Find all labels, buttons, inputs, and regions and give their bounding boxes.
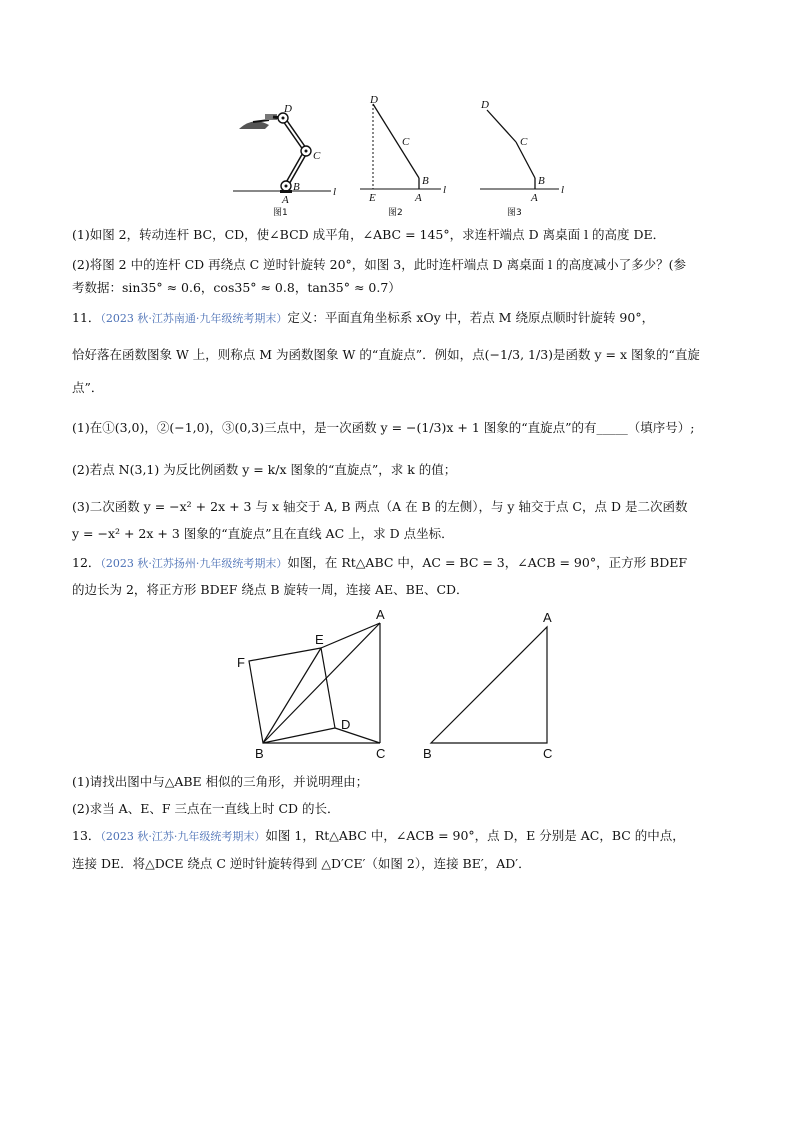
q12-right-label-a: A bbox=[543, 610, 552, 625]
q11-source: （2023 秋·江苏南通·九年级统考期末） bbox=[100, 312, 288, 325]
figure-2 bbox=[360, 94, 446, 218]
fig2-label-a: A bbox=[415, 192, 422, 204]
q13-line1: 如图 1，Rt△ABC 中，∠ACB = 90°，点 D，E 分别是 AC，BC 的中点， bbox=[265, 828, 685, 843]
fig2-label-e: E bbox=[369, 192, 376, 204]
fig3-label-c: C bbox=[520, 136, 528, 148]
q12-left-label-a: A bbox=[376, 607, 385, 622]
figure-3 bbox=[480, 99, 564, 218]
q12-part2: (2)求当 A、E、F 三点在一直线上时 CD 的长． bbox=[72, 801, 340, 816]
fig2-label-d: D bbox=[370, 94, 378, 106]
q12-line2: 的边长为 2，将正方形 BDEF 绕点 B 旋转一周，连接 AE、BE、CD． bbox=[72, 582, 469, 597]
q10-part1: (1)如图 2，转动连杆 BC，CD，使∠BCD 成平角，∠ABC = 145°，求连杆端点 D 离桌面 l 的高度 DE． bbox=[72, 227, 666, 242]
fig2-label-b: B bbox=[422, 175, 429, 187]
q12-source: （2023 秋·江苏扬州·九年级统考期末） bbox=[100, 557, 288, 570]
fig1-caption: 图1 bbox=[273, 208, 288, 218]
q11-line2: 恰好落在函数图象 W 上，则称点 M 为函数图象 W 的“直旋点”．例如，点(−1/3, 1/3)是函数 y = x 图象的“直旋 bbox=[72, 347, 700, 362]
fig1-label-a: A bbox=[282, 194, 289, 206]
q12-left-label-e: E bbox=[315, 632, 324, 647]
fig3-label-d: D bbox=[481, 99, 489, 111]
q11-part3-line2: y = −x² + 2x + 3 图象的“直旋点”且在直线 AC 上，求 D 点坐标． bbox=[72, 526, 454, 541]
q11-number: 11． bbox=[72, 310, 101, 325]
q12-left-figure bbox=[237, 607, 385, 761]
q11-part2: (2)若点 N(3,1) 为反比例函数 y = k/x 图象的“直旋点”，求 k 的值； bbox=[72, 462, 457, 477]
q13-number: 13． bbox=[72, 828, 101, 843]
q12-right-figure bbox=[423, 610, 552, 761]
lamp-figures bbox=[225, 92, 565, 222]
q13-header bbox=[72, 826, 732, 847]
q11-part3-line1: (3)二次函数 y = −x² + 2x + 3 与 x 轴交于 A, B 两点（A 在 B 的左侧），与 y 轴交于点 C，点 D 是二次函数 bbox=[72, 499, 688, 514]
q10-part2-line1: (2)将图 2 中的连杆 CD 再绕点 C 逆时针旋转 20°，如图 3，此时连杆端点 D 离桌面 l 的高度减小了多少？(参 bbox=[72, 257, 686, 272]
fig1-label-l: l bbox=[333, 186, 337, 198]
fig3-label-a: A bbox=[531, 192, 538, 204]
q12-part1: (1)请找出图中与△ABE 相似的三角形，并说明理由； bbox=[72, 774, 369, 789]
q11-line3: 点”． bbox=[72, 380, 104, 395]
q11-line1: 定义：平面直角坐标系 xOy 中，若点 M 绕原点顺时针旋转 90°， bbox=[287, 310, 655, 325]
q13-line2: 连接 DE．将△DCE 绕点 C 逆时针旋转得到 △D′CE′（如图 2），连接 BE′，AD′． bbox=[72, 856, 531, 871]
figure-1 bbox=[233, 103, 336, 218]
fig2-label-l: l bbox=[443, 184, 447, 196]
fig1-label-c: C bbox=[313, 150, 321, 162]
fig1-label-d: D bbox=[284, 103, 292, 115]
q12-figures bbox=[225, 605, 585, 765]
fig3-caption: 图3 bbox=[507, 208, 522, 218]
q11-part1: (1)在①(3,0)，②(−1,0)，③(0,3)三点中，是一次函数 y = −(1/3)x + 1 图象的“直旋点”的有_____（填序号）; bbox=[72, 420, 695, 435]
q12-right-label-c: C bbox=[543, 746, 553, 761]
fig3-label-b: B bbox=[538, 175, 545, 187]
q12-left-label-f: F bbox=[237, 655, 245, 670]
fig1-label-b: B bbox=[293, 181, 300, 193]
q12-left-label-b: B bbox=[255, 746, 264, 761]
q12-header bbox=[72, 553, 732, 574]
fig2-label-c: C bbox=[402, 136, 410, 148]
q10-part2-line2: 考数据：sin35° ≈ 0.6，cos35° ≈ 0.8，tan35° ≈ 0.7） bbox=[72, 280, 401, 295]
q12-left-label-d: D bbox=[341, 717, 351, 732]
q11-header bbox=[72, 308, 732, 329]
q12-right-label-b: B bbox=[423, 746, 432, 761]
q12-left-label-c: C bbox=[376, 746, 386, 761]
fig2-caption: 图2 bbox=[388, 208, 403, 218]
q12-number: 12． bbox=[72, 555, 101, 570]
q12-line1: 如图，在 Rt△ABC 中，AC = BC = 3，∠ACB = 90°，正方形 BDEF bbox=[287, 555, 688, 570]
fig3-label-l: l bbox=[561, 184, 565, 196]
q13-source: （2023 秋·江苏·九年级统考期末） bbox=[100, 830, 266, 843]
